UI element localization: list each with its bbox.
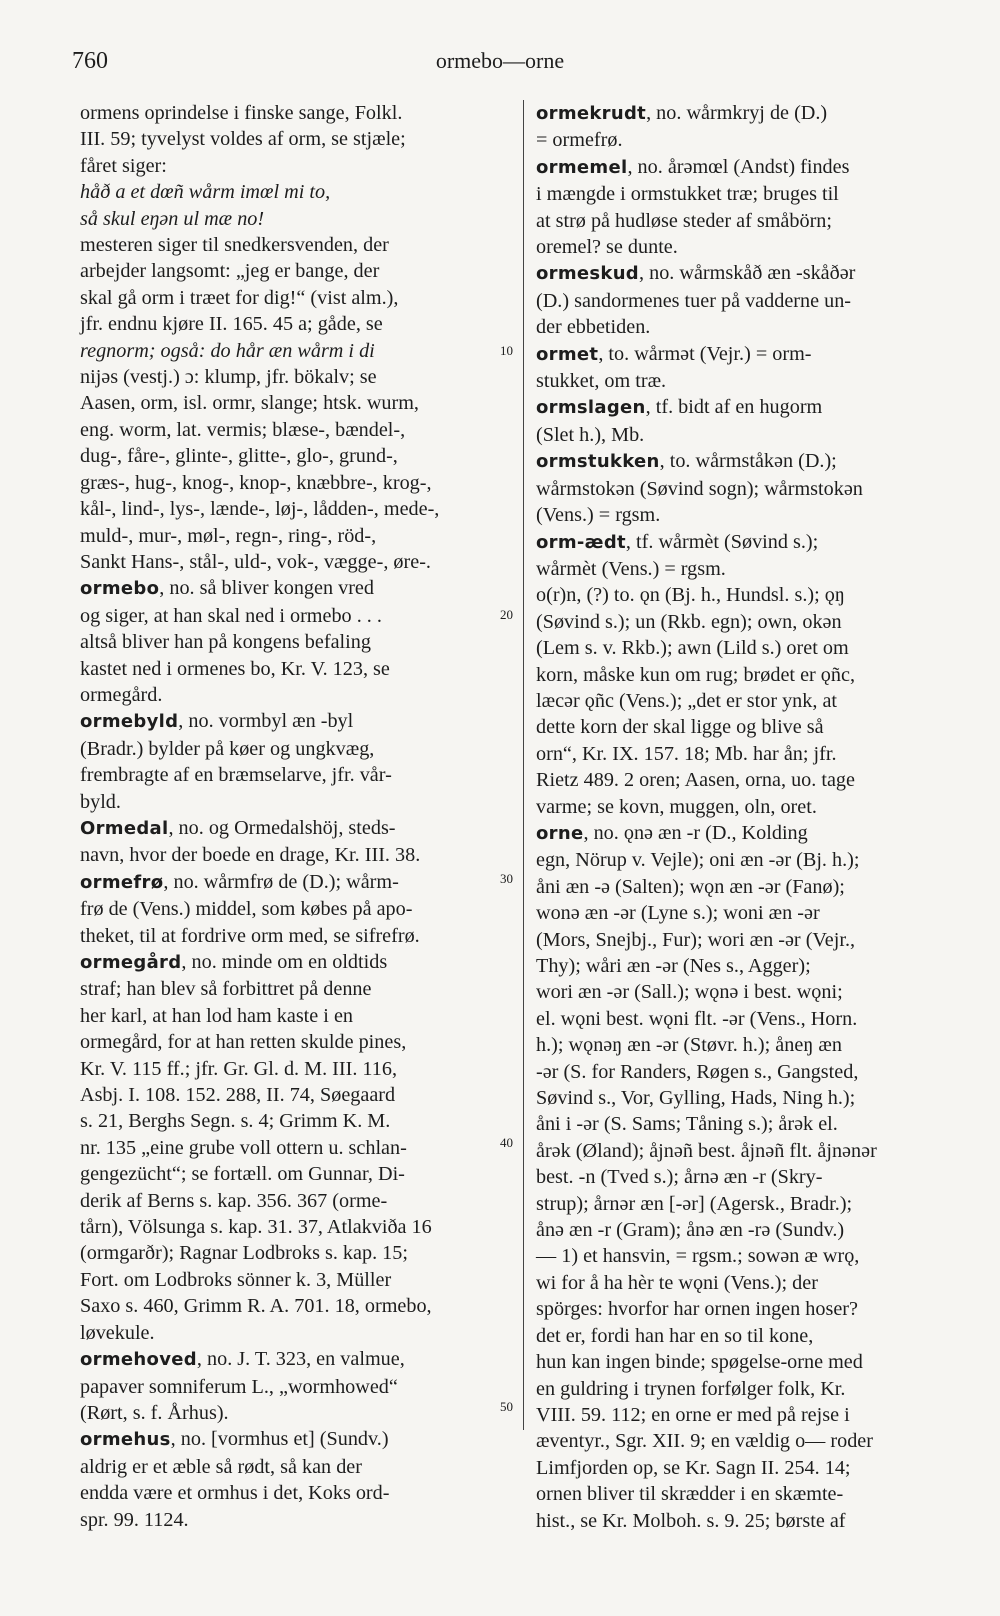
- line-text: gengezücht“; se fortæll. om Gunnar, Di-: [80, 1163, 405, 1186]
- text-line: [80, 949, 510, 976]
- text-line: [536, 502, 966, 528]
- line-text: frø de (Vens.) middel, som købes på apo-: [80, 898, 413, 921]
- line-text: muld-, mur-, møl-, regn-, ring-, röd-,: [80, 524, 377, 547]
- text-line: [80, 311, 510, 337]
- line-text: (Lem s. v. Rkb.); awn (Lild s.) oret om: [536, 637, 849, 660]
- text-line: [536, 1243, 966, 1269]
- text-line: [80, 682, 510, 708]
- line-text: ormens oprindelse i finske sange, Folkl.: [80, 102, 403, 124]
- line-text: (Mors, Snejbj., Fur); wori æn -ər (Vejr.,: [536, 928, 856, 951]
- line-text: , tf. wårmèt (Søvind s.);: [625, 530, 819, 553]
- text-line: [80, 496, 510, 522]
- page-number: 760: [72, 48, 108, 74]
- text-line: [80, 815, 510, 842]
- text-line: [536, 688, 966, 714]
- line-text: (Rørt, s. f. Århus).: [80, 1401, 229, 1424]
- headword: ormehus: [80, 1429, 171, 1451]
- line-text: i mængde i ormstukket træ; bruges til: [536, 183, 839, 206]
- line-text: nr. 135 „eine grube voll ottern u. schlan-: [80, 1136, 407, 1159]
- text-line: [80, 896, 510, 922]
- text-line: [536, 422, 966, 448]
- line-text: Sankt Hans-, stål-, uld-, vok-, vægge-, øre-.: [80, 550, 431, 573]
- text-line: [536, 154, 966, 181]
- text-line: [536, 1508, 966, 1534]
- text-line: [80, 1240, 510, 1266]
- line-text: og siger, at han skal ned i ormebo . . .: [80, 604, 382, 627]
- line-text: læcər ǫñc (Vens.); „det er stor ynk, at: [536, 689, 838, 712]
- text-line: [80, 1003, 510, 1029]
- line-number: 40: [500, 1134, 513, 1150]
- text-line: [80, 523, 510, 549]
- line-text: kål-, lind-, lys-, lænde-, løj-, lådden-, mede-,: [80, 498, 440, 521]
- line-text: Fort. om Lodbroks sönner k. 3, Müller: [80, 1268, 392, 1291]
- text-line: [80, 364, 510, 390]
- line-text: (Slet h.), Mb.: [536, 423, 645, 446]
- line-text: jfr. endnu kjøre II. 165. 45 a; gåde, se: [80, 313, 383, 336]
- line-text: kastet ned i ormenes bo, Kr. V. 123, se: [80, 657, 390, 680]
- text-line: [80, 789, 510, 815]
- text-line: [536, 820, 966, 847]
- line-text: wonə æn -ər (Lyne s.); woni æn -ər: [536, 902, 820, 925]
- text-line: [536, 1428, 966, 1454]
- line-text: h.); wǫnəŋ æn -ər (Støvr. h.); åneŋ æn: [536, 1034, 842, 1057]
- line-text: wi for å ha hèr te wǫni (Vens.); der: [536, 1271, 818, 1294]
- running-head: ormebo—orne: [435, 48, 565, 73]
- text-line: [536, 1323, 966, 1349]
- line-text: (Bradr.) bylder på køer og ungkvæg,: [80, 737, 375, 760]
- text-line: [536, 448, 966, 475]
- text-line: [80, 736, 510, 762]
- line-text: her karl, at han lod ham kaste i en: [80, 1004, 353, 1027]
- text-line: [80, 656, 510, 682]
- line-text: stukket, om træ.: [536, 370, 667, 393]
- line-text: Kr. V. 115 ff.; jfr. Gr. Gl. d. M. III. 116,: [80, 1057, 398, 1080]
- text-line: [536, 208, 966, 234]
- text-line: [536, 953, 966, 979]
- line-text: , no. og Ormedalshöj, steds-: [168, 816, 396, 839]
- text-line: [80, 153, 510, 179]
- line-text: , no. så bliver kongen vred: [159, 577, 374, 600]
- text-line: [536, 1349, 966, 1375]
- text-line: [80, 549, 510, 575]
- line-text: Asbj. I. 108. 152. 288, II. 74, Søegaard: [80, 1084, 396, 1107]
- line-text: — 1) et hansvin, = rgsm.; sowən æ wrǫ,: [536, 1245, 860, 1268]
- line-text: theket, til at fordrive orm med, se sifrefrø.: [80, 924, 420, 947]
- text-line: [80, 126, 510, 152]
- line-text: fåret siger:: [80, 154, 167, 177]
- text-line: [80, 258, 510, 284]
- line-text: spr. 99. 1124.: [80, 1508, 189, 1531]
- line-text: VIII. 59. 112; en orne er med på rejse i: [536, 1403, 850, 1426]
- text-line: [80, 1454, 510, 1480]
- line-text: s. 21, Berghs Segn. s. 4; Grimm K. M.: [80, 1110, 391, 1133]
- text-line: [536, 341, 966, 368]
- text-line: [80, 762, 510, 788]
- line-text: hun kan ingen binde; spøgelse-orne med: [536, 1351, 863, 1374]
- line-text: hist., se Kr. Molboh. s. 9. 25; børste af: [536, 1509, 846, 1532]
- line-text: græs-, hug-, knog-, knop-, knæbbre-, krog-,: [80, 471, 432, 494]
- text-line: [536, 556, 966, 582]
- text-line: [80, 443, 510, 469]
- text-line: [80, 1029, 510, 1055]
- text-line: [80, 603, 510, 629]
- line-text: åni æn -ə (Salten); wǫn æn -ər (Fanø);: [536, 875, 845, 898]
- text-line: [536, 368, 966, 394]
- text-line: [536, 1138, 966, 1164]
- line-text: orn“, Kr. IX. 157. 18; Mb. har ån; jfr.: [536, 742, 837, 765]
- line-text: aldrig er et æble så rødt, så kan der: [80, 1455, 362, 1478]
- line-text: ornen bliver til skrædder i en skæmte-: [536, 1483, 844, 1506]
- text-line: [536, 127, 966, 153]
- line-text: straf; han blev så forbittret på denne: [80, 978, 372, 1001]
- text-line: [80, 1214, 510, 1240]
- text-line: [536, 767, 966, 793]
- text-line: [536, 847, 966, 873]
- line-text: æventyr., Sgr. XII. 9; en vældig o— roder: [536, 1430, 873, 1453]
- line-text: Saxo s. 460, Grimm R. A. 701. 18, ormebo,: [80, 1295, 432, 1318]
- headword: Ormedal: [80, 817, 169, 839]
- text-line: [536, 874, 966, 900]
- text-line: [80, 708, 510, 735]
- headword: ormebyld: [80, 711, 179, 733]
- text-line: [80, 206, 510, 232]
- headword: orm-ædt: [536, 531, 626, 553]
- line-text: III. 59; tyvelyst voldes af orm, se stjæle;: [80, 128, 406, 151]
- line-text: eng. worm, lat. vermis; blæse-, bændel-,: [80, 418, 406, 441]
- text-line: [536, 529, 966, 556]
- line-text: (Søvind s.); un (Rkb. egn); own, okən: [536, 610, 842, 633]
- line-text: byld.: [80, 790, 121, 813]
- text-line: [80, 390, 510, 416]
- line-text: (Vens.) = rgsm.: [536, 504, 661, 527]
- line-text: arbejder langsomt: „jeg er bange, der: [80, 260, 380, 283]
- line-text: , no. wårmfrø de (D.); wårm-: [163, 870, 399, 893]
- text-line: [80, 1056, 510, 1082]
- line-text: , no. J. T. 323, en valmue,: [196, 1348, 405, 1371]
- line-text: -ər (S. for Randers, Røgen s., Gangsted,: [536, 1060, 859, 1083]
- text-line: [80, 1346, 510, 1373]
- line-text: , to. wårmståkən (D.);: [659, 450, 837, 473]
- headword: ormefrø: [80, 871, 164, 893]
- text-line: [80, 1293, 510, 1319]
- text-line: [536, 314, 966, 340]
- headword: ormehoved: [80, 1349, 197, 1371]
- right-column: [536, 100, 966, 1534]
- text-line: [80, 285, 510, 311]
- text-line: [80, 1374, 510, 1400]
- line-text: , no. minde om en oldtids: [181, 951, 388, 973]
- text-line: [536, 1032, 966, 1058]
- text-line: [80, 1507, 510, 1533]
- line-text: håð a et dœñ wårm imœl mi to,: [80, 181, 331, 204]
- line-text: ormegård, for at han retten skulde pines,: [80, 1031, 407, 1054]
- text-line: [80, 417, 510, 443]
- headword: ormekrudt: [536, 103, 647, 124]
- line-text: tårn), Völsunga s. kap. 31. 37, Atlakviða 16: [80, 1216, 432, 1239]
- text-line: [80, 100, 510, 126]
- line-text: en guldring i trynen forfølger folk, Kr.: [536, 1377, 846, 1400]
- text-line: [536, 741, 966, 767]
- text-line: [536, 1270, 966, 1296]
- line-text: , no. vormbyl æn -byl: [178, 710, 354, 733]
- text-line: [536, 927, 966, 953]
- line-text: løvekule.: [80, 1321, 155, 1344]
- left-column: [80, 100, 510, 1533]
- text-line: [536, 1059, 966, 1085]
- line-text: korn, måske kun om rug; brødet er ǫñc,: [536, 663, 855, 686]
- line-text: at strø på hudløse steder af småbörn;: [536, 209, 833, 232]
- line-text: oremel? se dunte.: [536, 236, 678, 259]
- text-line: [80, 1400, 510, 1426]
- line-text: best. -n (Tved s.); årnə æn -r (Skry-: [536, 1166, 823, 1189]
- text-line: [80, 1188, 510, 1214]
- text-line: [80, 923, 510, 949]
- text-line: [536, 394, 966, 421]
- line-text: Søvind s., Vor, Gylling, Hads, Ning h.);: [536, 1087, 856, 1110]
- text-line: [536, 979, 966, 1005]
- line-number: 30: [500, 870, 513, 886]
- text-line: [80, 338, 510, 364]
- text-line: [536, 1481, 966, 1507]
- line-text: papaver somniferum L., „wormhowed“: [80, 1375, 398, 1398]
- text-line: [536, 900, 966, 926]
- headword: ormemel: [536, 156, 628, 178]
- text-line: [80, 470, 510, 496]
- line-text: spörges: hvorfor har ornen ingen hoser?: [536, 1298, 858, 1321]
- line-text: altså bliver han på kongens befaling: [80, 631, 371, 654]
- text-line: [80, 1082, 510, 1108]
- line-text: wårmèt (Vens.) = rgsm.: [536, 557, 726, 580]
- text-line: [536, 100, 966, 127]
- text-line: [536, 662, 966, 688]
- line-text: , no. [vormhus et] (Sundv.): [170, 1428, 389, 1451]
- text-line: [536, 714, 966, 740]
- text-line: [536, 1296, 966, 1322]
- line-text: Rietz 489. 2 oren; Aasen, orna, uo. tage: [536, 769, 855, 792]
- line-text: , no. ǫnə æn -r (D., Kolding: [583, 821, 808, 844]
- text-line: [80, 629, 510, 655]
- line-text: det er, fordi han har en so til kone,: [536, 1324, 814, 1347]
- line-text: ånə æn -r (Gram); ånə æn -rə (Sundv.): [536, 1219, 845, 1242]
- line-text: åni i -ər (S. Sams; Tåning s.); årək el.: [536, 1113, 838, 1136]
- text-line: [80, 1161, 510, 1187]
- text-line: [80, 842, 510, 868]
- line-text: o(r)n, (?) to. ǫn (Bj. h., Hundsl. s.); ǫŋ: [536, 584, 845, 607]
- text-line: [80, 1480, 510, 1506]
- line-text: dug-, fåre-, glinte-, glitte-, glo-, grund-,: [80, 445, 398, 468]
- line-text: egn, Nörup v. Vejle); oni æn -ər (Bj. h.);: [536, 849, 860, 872]
- text-line: [536, 1164, 966, 1190]
- line-text: frembragte af en bræmselarve, jfr. vår-: [80, 764, 392, 787]
- line-text: endda være et ormhus i det, Koks ord-: [80, 1482, 390, 1505]
- text-line: [536, 476, 966, 502]
- text-line: [536, 582, 966, 608]
- line-text: varme; se kovn, muggen, oln, oret.: [536, 795, 817, 818]
- text-line: [80, 575, 510, 602]
- text-line: [80, 869, 510, 896]
- text-line: [80, 1426, 510, 1453]
- text-line: [80, 232, 510, 258]
- line-text: , tf. bidt af en hugorm: [645, 396, 823, 419]
- line-text: Aasen, orm, isl. ormr, slange; htsk. wurm,: [80, 392, 419, 415]
- line-text: , to. wårmət (Vejr.) = orm-: [598, 342, 812, 365]
- column-divider: [523, 100, 524, 1430]
- line-text: el. wǫni best. wǫni flt. -ər (Vens., Horn.: [536, 1007, 858, 1030]
- text-line: [536, 260, 966, 287]
- line-number: 50: [500, 1398, 513, 1414]
- line-text: der ebbetiden.: [536, 316, 651, 339]
- text-line: [80, 1108, 510, 1134]
- line-text: navn, hvor der boede en drage, Kr. III. 38.: [80, 844, 421, 867]
- text-line: [536, 1217, 966, 1243]
- text-line: [80, 1267, 510, 1293]
- text-line: [536, 1376, 966, 1402]
- text-line: [536, 794, 966, 820]
- text-line: [536, 635, 966, 661]
- line-text: , no. wårmkryj de (D.): [646, 102, 828, 124]
- text-line: [80, 976, 510, 1002]
- line-text: årək (Øland); åjnəñ best. åjnəñ flt. åjnənər: [536, 1139, 877, 1162]
- text-line: [80, 179, 510, 205]
- line-number: 10: [500, 342, 513, 358]
- headword: ormet: [536, 343, 599, 365]
- line-text: regnorm; også: do hår æn wårm i di: [80, 339, 375, 362]
- headword: orne: [536, 822, 584, 844]
- headword: ormeskud: [536, 263, 639, 285]
- line-text: = ormefrø.: [536, 129, 623, 152]
- line-text: , no. årəmœl (Andst) findes: [627, 155, 850, 178]
- text-line: [536, 234, 966, 260]
- line-text: dette korn der skal ligge og blive så: [536, 716, 824, 739]
- text-line: [536, 609, 966, 635]
- line-text: Limfjorden op, se Kr. Sagn II. 254. 14;: [536, 1456, 851, 1479]
- line-text: derik af Berns s. kap. 356. 367 (orme-: [80, 1189, 388, 1212]
- text-line: [536, 1085, 966, 1111]
- line-text: (ormgarðr); Ragnar Lodbroks s. kap. 15;: [80, 1242, 408, 1265]
- headword: ormebo: [80, 578, 160, 600]
- text-line: [536, 181, 966, 207]
- line-text: wårmstokən (Søvind sogn); wårmstokən: [536, 477, 863, 500]
- line-text: skal gå orm i træet for dig!“ (vist alm.),: [80, 286, 399, 309]
- text-line: [80, 1320, 510, 1346]
- line-text: nijəs (vestj.) ɔ: klump, jfr. bökalv; se: [80, 366, 377, 389]
- headword: ormegård: [80, 952, 182, 973]
- line-text: (D.) sandormenes tuer på vadderne un-: [536, 289, 852, 312]
- text-line: [536, 1455, 966, 1481]
- headword: ormslagen: [536, 397, 646, 419]
- line-text: wori æn -ər (Sall.); wǫnə i best. wǫni;: [536, 981, 843, 1004]
- text-line: [536, 1006, 966, 1032]
- text-line: [536, 1402, 966, 1428]
- text-line: [536, 1191, 966, 1217]
- line-number: 20: [500, 606, 513, 622]
- headword: ormstukken: [536, 451, 660, 473]
- line-text: ormegård.: [80, 683, 163, 706]
- line-text: så skul eŋən ul mæ no!: [80, 207, 265, 230]
- line-text: strup); årnər æn [-ər] (Agersk., Bradr.);: [536, 1192, 853, 1215]
- text-line: [80, 1135, 510, 1161]
- line-text: Thy); wåri æn -ər (Nes s., Agger);: [536, 955, 811, 977]
- line-text: mesteren siger til snedkersvenden, der: [80, 234, 389, 257]
- text-line: [536, 1111, 966, 1137]
- text-line: [536, 288, 966, 314]
- line-text: , no. wårmskåð æn -skåðər: [639, 262, 856, 285]
